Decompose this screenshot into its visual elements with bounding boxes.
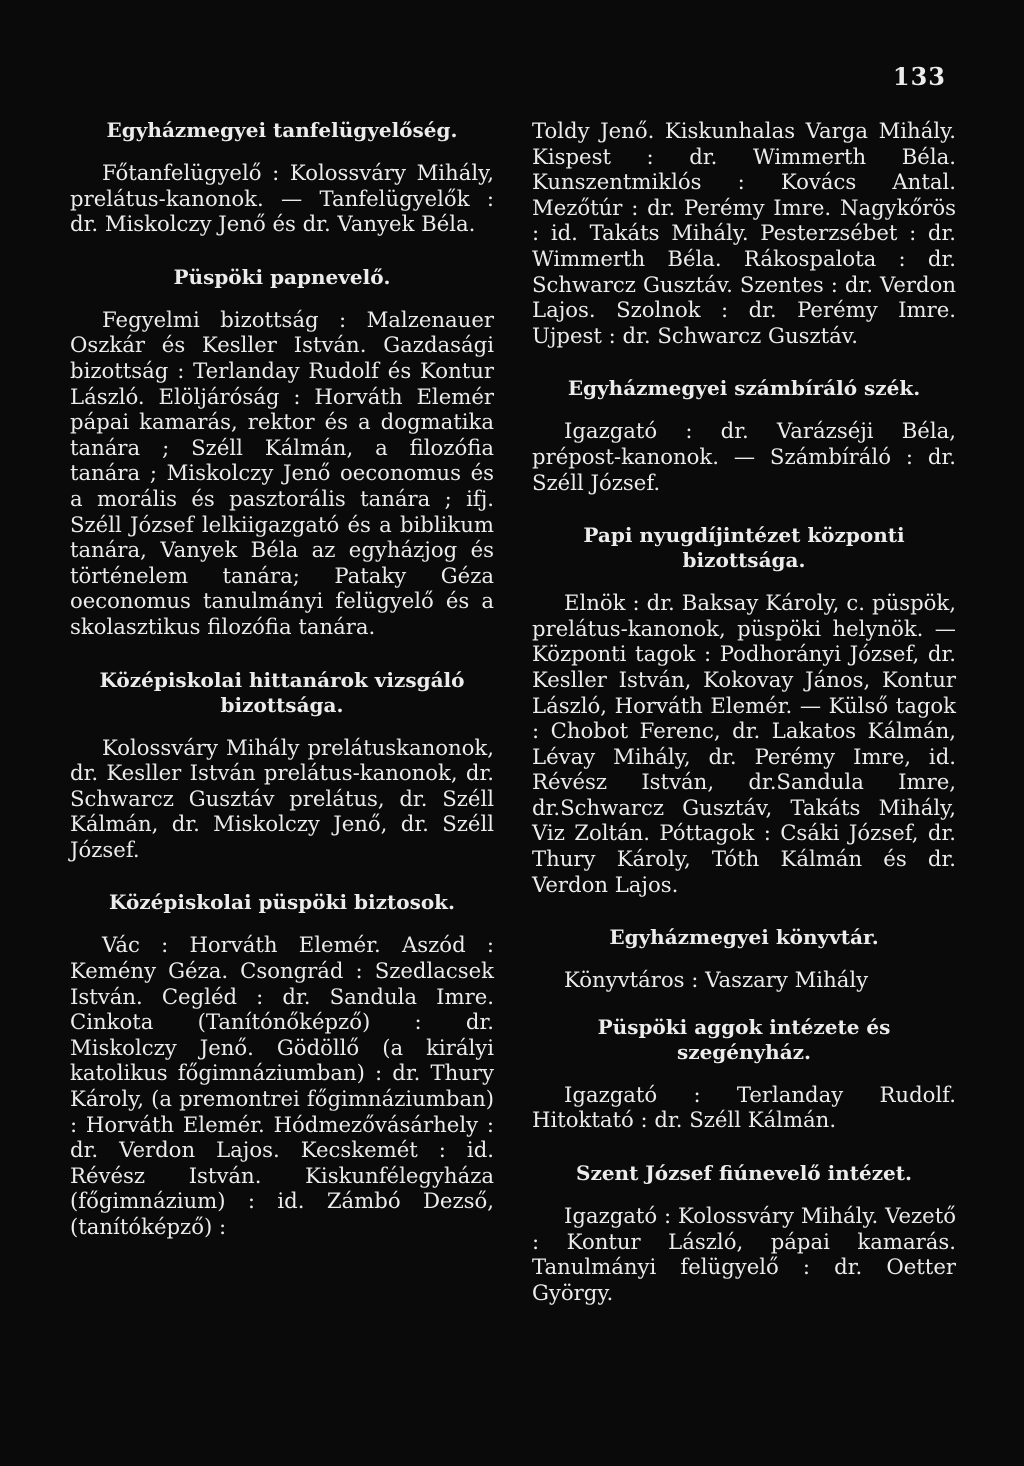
section-konyvtar: [532, 925, 956, 993]
section-heading: Püspöki papnevelő.: [173, 264, 391, 289]
section-heading: Papi nyugdíjintézet központi bizottsága.: [583, 523, 905, 573]
section-hittanarok: [70, 668, 494, 863]
section-text: Igazgató : dr. Varázséji Béla, prépost-kanonok. — Számbíráló : dr. Széll József.: [532, 418, 956, 495]
section-heading: Egyházmegyei számbíráló szék.: [567, 376, 921, 401]
left-column: [70, 118, 494, 1268]
section-heading: Püspöki aggok intézete és szegényház.: [597, 1014, 891, 1064]
section-text: Elnök : dr. Baksay Károly, c. püspök, prelátus-kanonok, püspöki helynök. — Központi tagok : Podhorányi József, dr. Kesller István, Kokovay János, Kontur László, Horváth Elemér. — Külső tagok : Chobot Ferenc, dr. Lakatos Kálmán, Lévay Mihály, dr. Perémy Imre, id. Révész István, dr.Sandula Imre, dr.Schwarcz Gusztáv, Takáts Mihály, Viz Zoltán. Póttagok : Csáki József, dr. Thury Károly, Tóth Kálmán és dr. Verdon Lajos.: [532, 590, 956, 897]
section-heading: Középiskolai hittanárok vizsgáló bizottsága.: [99, 667, 465, 717]
section-papnevelo: [70, 265, 494, 640]
section-tanfelugyeloseg: [70, 118, 494, 237]
section-nyugdijintezet: [532, 523, 956, 897]
section-heading: Egyházmegyei tanfelügyelőség.: [106, 118, 458, 142]
section-heading: Szent József fiúnevelő intézet.: [576, 1161, 912, 1186]
section-text: Igazgató : Kolossváry Mihály. Vezető : Kontur László, pápai kamarás. Tanulmányi felügyelő : dr. Oetter György.: [532, 1203, 956, 1305]
section-biztosok: [70, 890, 494, 1239]
section-szambiralo: [532, 376, 956, 495]
section-aggok-intezete: [532, 1015, 956, 1133]
section-text: Fegyelmi bizottság : Malzenauer Oszkár és Kesller István. Gazdasági bizottság : Terlanday Rudolf és Kontur László. Elöljáróság : Horváth Elemér pápai kamarás, rektor és a dogmatika tanára ; Széll Kálmán, a filozófia tanára ; Miskolczy Jenő oeconomus és a morális és pasztorális tanára ; ifj. Széll József lelkiigazgató és a biblikum tanára, Vanyek Béla az egyházjog és történelem tanára; Pataky Géza oeconomus tanulmányi felügyelő és a skolasztikus filozófia tanára.: [70, 306, 494, 639]
section-text: Kolossváry Mihály prelátuskanonok, dr. Kesller István prelátus-kanonok, dr. Schwarcz Gusztáv prelátus, dr. Széll Kálmán, dr. Miskolczy Jenő, dr. Széll József.: [70, 734, 494, 862]
section-text: Főtanfelügyelő : Kolossváry Mihály, prelátus-kanonok. — Tanfelügyelők : dr. Miskolczy Jenő és dr. Vanyek Béla.: [70, 160, 494, 237]
page-number: 133: [892, 62, 946, 91]
section-heading: Egyházmegyei könyvtár.: [609, 925, 879, 950]
right-column: [532, 118, 956, 1333]
section-text: Toldy Jenő. Kiskunhalas Varga Mihály. Kispest : dr. Wimmerth Béla. Kunszentmiklós : Kovács Antal. Mezőtúr : dr. Perémy Imre. Nagykőrös : id. Takáts Mihály. Pesterzsébet : dr. Wimmerth Béla. Rákospalota : dr. Schwarcz Gusztáv. Szentes : dr. Verdon Lajos. Szolnok : dr. Perémy Imre. Ujpest : dr. Schwarcz Gusztáv.: [532, 118, 956, 348]
section-heading: Középiskolai püspöki biztosok.: [109, 890, 455, 915]
section-biztosok-continued: [532, 118, 956, 348]
section-fiunevelo: [532, 1161, 956, 1305]
section-text: Vác : Horváth Elemér. Aszód : Kemény Géza. Csongrád : Szedlacsek István. Cegléd : dr. Sandula Imre. Cinkota (Tanítónőképző) : dr. Miskolczy Jenő. Gödöllő (a királyi katolikus főgimnáziumban) : dr. Thury Károly, (a premontrei főgimnáziumban) : Horváth Elemér. Hódmezővásárhely : dr. Verdon Lajos. Kecskemét : id. Révész István. Kiskunfélegyháza (főgimnázium) : id. Zámbó Dezső, (tanítóképző) :: [70, 932, 494, 1239]
section-text: Igazgató : Terlanday Rudolf. Hitoktató : dr. Széll Kálmán.: [532, 1081, 956, 1133]
section-text: Könyvtáros : Vaszary Mihály: [564, 967, 869, 993]
